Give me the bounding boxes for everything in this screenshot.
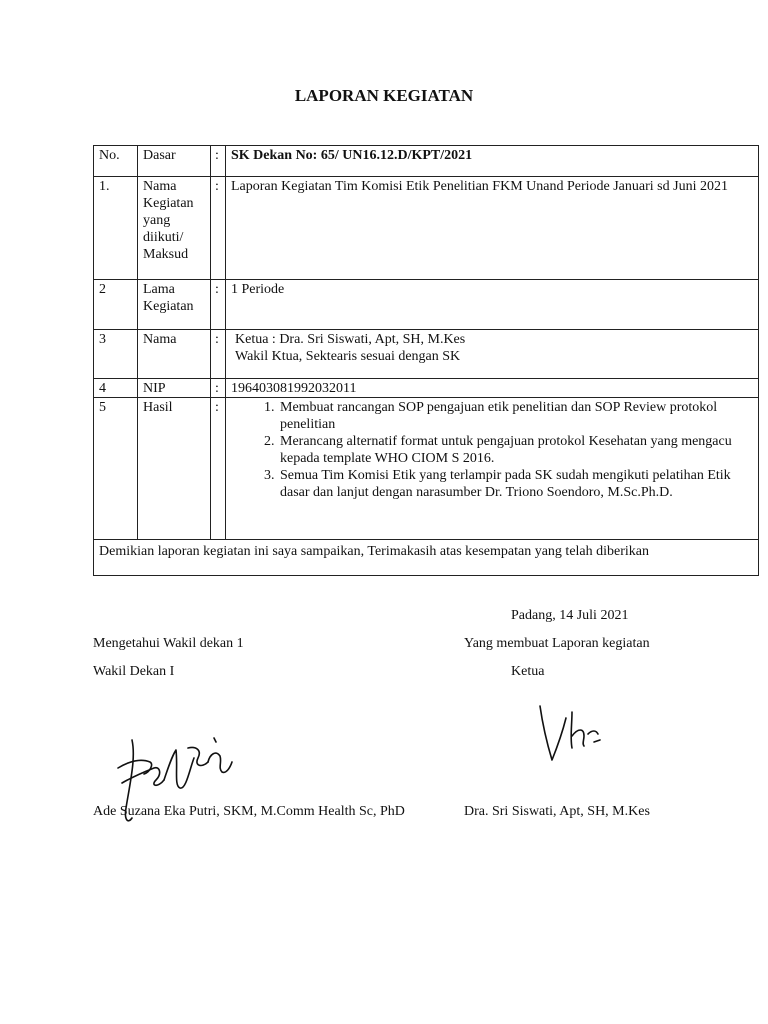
left-approval-line: Mengetahui Wakil dekan 1 (93, 636, 244, 651)
table-row (94, 398, 759, 540)
label-line: Maksud (143, 247, 189, 262)
row-label: NIP (138, 379, 211, 398)
value-line: Wakil Ktua, Sektearis sesuai dengan SK (235, 349, 461, 364)
signature-right-image (532, 700, 612, 770)
place-date: Padang, 14 Juli 2021 (511, 608, 629, 623)
row-colon: : (211, 280, 226, 330)
row-colon: : (211, 177, 226, 280)
list-item: 3. Semua Tim Komisi Etik yang terlampir pada SK sudah mengikuti pelatihan Etik dasar dan lanjut dengan narasumber Dr. Triono Soendoro, M.Sc.Ph.D. (278, 467, 753, 501)
closing-statement: Demikian laporan kegiatan ini saya sampaikan, Terimakasih atas kesempatan yang telah diberikan (94, 540, 759, 576)
right-signatory-name: Dra. Sri Siswati, Apt, SH, M.Kes (464, 804, 650, 819)
label-line: yang (143, 213, 171, 228)
row-colon: : (211, 379, 226, 398)
activity-duration: 1 Periode (226, 280, 759, 330)
row-label (138, 280, 211, 330)
row-colon: : (211, 330, 226, 379)
left-signatory-name: Ade Suzana Eka Putri, SKM, M.Comm Health Sc, PhD (93, 804, 405, 819)
row-label: Dasar (138, 146, 211, 177)
activity-name: Laporan Kegiatan Tim Komisi Etik Penelitian FKM Unand Periode Januari sd Juni 2021 (226, 177, 759, 280)
left-position: Wakil Dekan I (93, 664, 175, 679)
table-row (94, 330, 759, 379)
member-names (226, 330, 759, 379)
row-colon: : (211, 146, 226, 177)
value-line: Ketua : Dra. Sri Siswati, Apt, SH, M.Kes (235, 332, 466, 347)
row-label (138, 177, 211, 280)
label-line: Lama (143, 282, 175, 297)
right-approval-line: Yang membuat Laporan kegiatan (464, 636, 650, 651)
list-item: 1. Membuat rancangan SOP pengajuan etik penelitian dan SOP Review protokol penelitian (278, 399, 753, 433)
sk-number: SK Dekan No: 65/ UN16.12.D/KPT/2021 (226, 146, 759, 177)
nip-value: 196403081992032011 (226, 379, 759, 398)
row-number: No. (94, 146, 138, 177)
label-line: Kegiatan (143, 299, 194, 314)
row-label: Nama (138, 330, 211, 379)
results-cell (226, 398, 759, 540)
row-colon: : (211, 398, 226, 540)
label-line: Kegiatan (143, 196, 194, 211)
label-line: diikuti/ (143, 230, 184, 245)
table-row (94, 379, 759, 398)
label-line: Nama (143, 179, 177, 194)
list-item: 2. Merancang alternatif format untuk pengajuan protokol Kesehatan yang mengacu kepada template WHO CIOM S 2016. (278, 433, 753, 467)
table-row (94, 540, 759, 576)
document-title: LAPORAN KEGIATAN (294, 86, 474, 105)
table-row (94, 280, 759, 330)
results-list (231, 399, 753, 501)
table-row (94, 177, 759, 280)
row-label: Hasil (138, 398, 211, 540)
table-row (94, 146, 759, 177)
row-number: 1. (94, 177, 138, 280)
row-number: 2 (94, 280, 138, 330)
right-position: Ketua (511, 664, 545, 679)
row-number: 3 (94, 330, 138, 379)
report-table (93, 145, 759, 576)
row-number: 5 (94, 398, 138, 540)
row-number: 4 (94, 379, 138, 398)
